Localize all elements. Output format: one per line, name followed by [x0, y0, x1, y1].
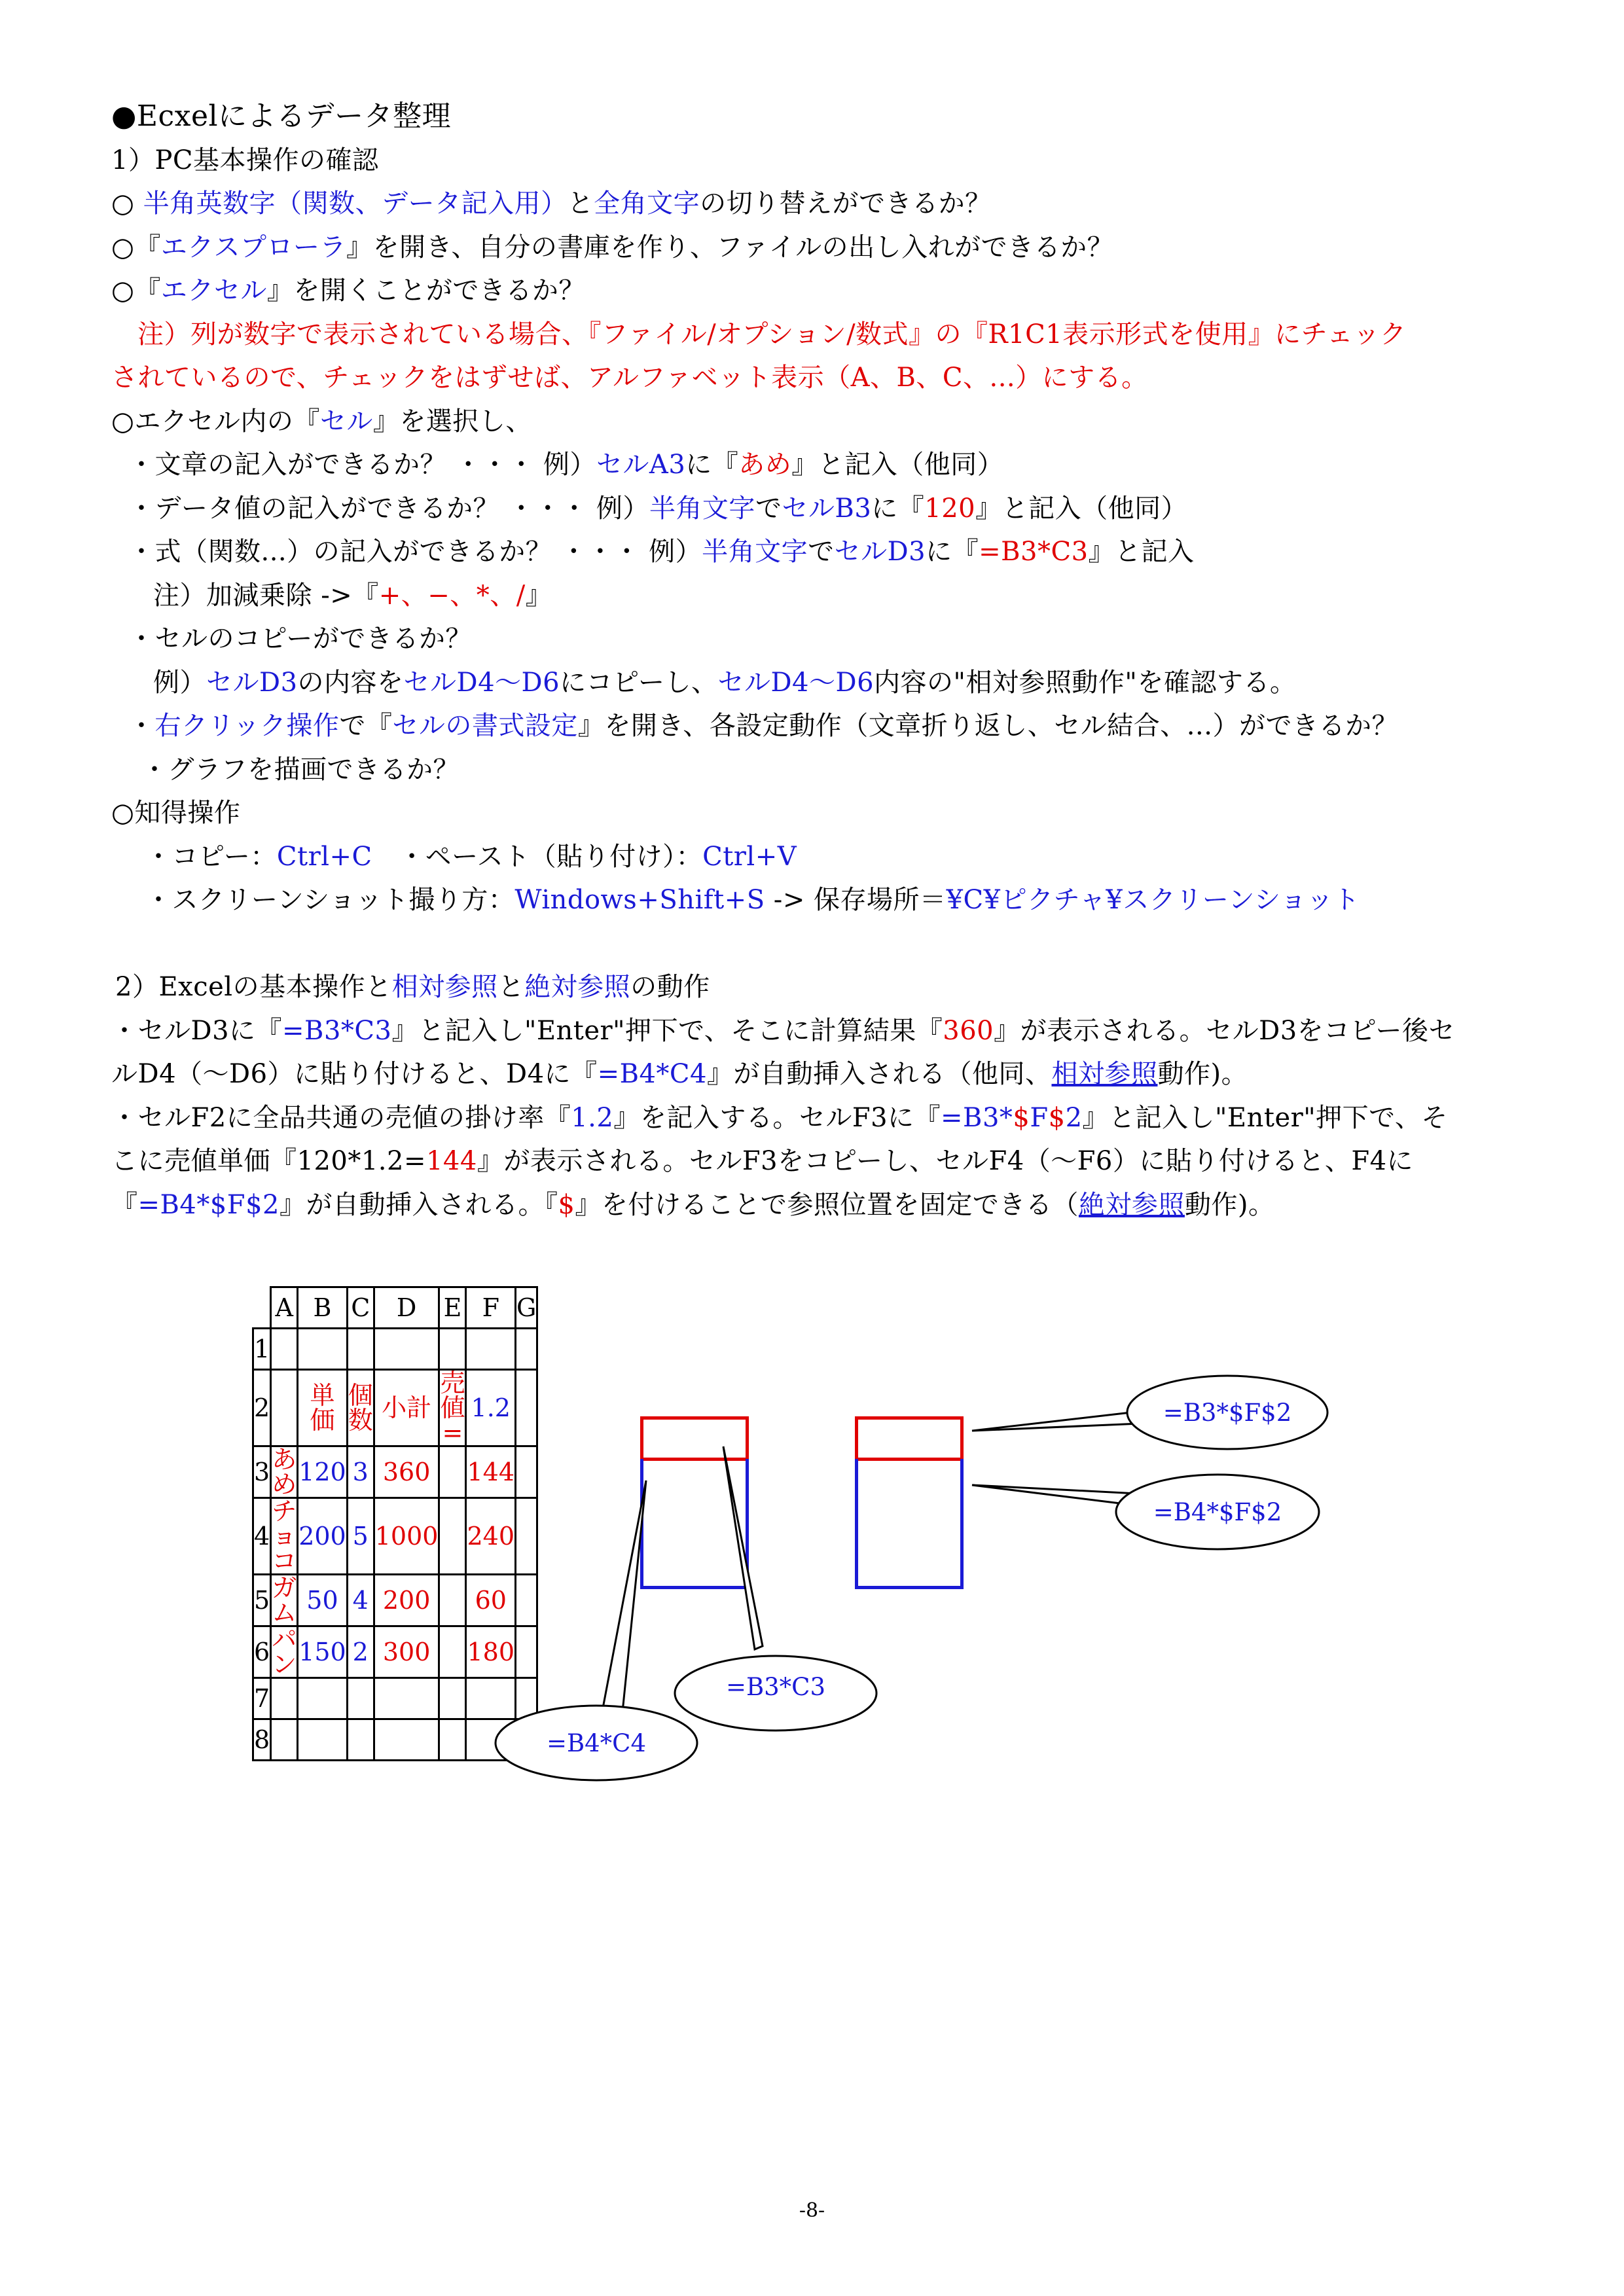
cell-c4: 5 [347, 1498, 374, 1575]
cell-b2: 単価 [298, 1370, 348, 1446]
callout-f4-text: =B4*$F$2 [1153, 1498, 1282, 1526]
link-relative-reference[interactable]: 相対参照 [1051, 1059, 1158, 1089]
note-operators: 注）加減乗除 ->『+、−、*、/』 [153, 580, 552, 611]
col-header-f: F [466, 1287, 516, 1329]
section2-heading: 2）Excelの基本操作と相対参照と絶対参照の動作 [115, 972, 710, 1002]
row-header: 1 [253, 1329, 271, 1370]
knowledge-heading: ○知得操作 [111, 798, 241, 828]
note-r1c1-line2: されているので、チェックをはずせば、アルファベット表示（A、B、C、...）にする。 [111, 363, 1148, 393]
cell-b4: 200 [298, 1498, 348, 1575]
row-header: 8 [253, 1719, 271, 1761]
cell-c3: 3 [347, 1446, 374, 1498]
cell-d5: 200 [374, 1575, 439, 1626]
callout-d4-tail [602, 1480, 646, 1718]
item-explorer: ○『エクスプローラ』を開き、自分の書庫を作り、ファイルの出し入れができるか？ [111, 232, 1114, 262]
document-body [111, 95, 1525, 1227]
para-relative-1: ・セルD3に『=B3*C3』と記入し"Enter"押下で、そこに計算結果『360』が表示される。セルD3をコピー後セ [111, 1015, 1456, 1046]
shortcut-copy-paste: ・コピー：Ctrl+C ・ペースト（貼り付け）：Ctrl+V [145, 841, 797, 872]
para-absolute-3: 『=B4*$F$2』が自動挿入される。『$』を付けることで参照位置を固定できる（絶対参照動作)。 [111, 1189, 1275, 1220]
col-header-b: B [298, 1287, 348, 1329]
shortcut-screenshot: ・スクリーンショット撮り方：Windows+Shift+S -> 保存場所＝¥C¥ピクチャ¥スクリーンショット [145, 885, 1360, 915]
col-header-e: E [439, 1287, 466, 1329]
row-header: 6 [253, 1626, 271, 1678]
col-header-c: C [347, 1287, 374, 1329]
callout-d4-text: =B4*C4 [546, 1729, 647, 1757]
row-header: 2 [253, 1370, 271, 1446]
col-header-g: G [516, 1287, 537, 1329]
cell-d2: 小計 [374, 1370, 439, 1446]
row-header: 3 [253, 1446, 271, 1498]
cell-b3: 120 [298, 1446, 348, 1498]
callout-d3-tail [723, 1446, 763, 1649]
item-select-cell: ○エクセル内の『セル』を選択し、 [111, 406, 532, 437]
page-number: -8- [799, 2199, 825, 2222]
para-absolute-1: ・セルF2に全品共通の売値の掛け率『1.2』を記入する。セルF3に『=B3*$F$2』と記入し"Enter"押下で、そ [111, 1102, 1448, 1133]
cell-f5: 60 [466, 1575, 516, 1626]
para-absolute-2: こに売値単価『120*1.2=144』が表示される。セルF3をコピーし、セルF4（〜F6）に貼り付けると、F4に [111, 1146, 1414, 1176]
row-header: 4 [253, 1498, 271, 1575]
example-cell-copy: 例）セルD3の内容をセルD4〜D6にコピーし、セルD4〜D6内容の"相対参照動作"を確認する。 [153, 667, 1297, 698]
cell-f4: 240 [466, 1498, 516, 1575]
page-title: ●Ecxelによるデータ整理 [111, 99, 452, 133]
cell-f2: 1.2 [466, 1370, 516, 1446]
cell-f3: 144 [466, 1446, 516, 1498]
bullet-value-entry: ・データ値の記入ができるか？ ・・・ 例）半角文字でセルB3に『120』と記入（他同） [128, 493, 1188, 524]
item-halfwidth: ○ 半角英数字（関数、データ記入用）と全角文字の切り替えができるか？ [111, 188, 992, 219]
cell-d4: 1000 [374, 1498, 439, 1575]
cell-a3: あめ [272, 1445, 297, 1499]
cell-a5: ガム [272, 1573, 297, 1627]
cell-a6: パン [272, 1625, 297, 1679]
bullet-graph: ・グラフを描画できるか？ [141, 754, 460, 785]
bullet-text-entry: ・文章の記入ができるか？ ・・・ 例）セルA3に『あめ』と記入（他同） [128, 450, 1004, 480]
row-header: 7 [253, 1678, 271, 1719]
row-header: 5 [253, 1575, 271, 1626]
col-header-a: A [271, 1287, 298, 1329]
callout-f3-text: =B3*$F$2 [1163, 1398, 1292, 1427]
cell-c5: 4 [347, 1575, 374, 1626]
item-excel-open: ○『エクセル』を開くことができるか？ [111, 276, 585, 306]
col-header-d: D [374, 1287, 439, 1329]
cell-d6: 300 [374, 1626, 439, 1678]
bullet-cell-copy: ・セルのコピーができるか？ [128, 624, 472, 654]
callout-d3-text: =B3*C3 [725, 1672, 826, 1701]
cell-b6: 150 [298, 1626, 348, 1678]
cell-c6: 2 [347, 1626, 374, 1678]
bullet-format-cells: ・右クリック操作で『セルの書式設定』を開き、各設定動作（文章折り返し、セル結合、...）ができるか？ [128, 711, 1398, 741]
cell-e2: 売値= [440, 1369, 465, 1447]
section1-heading: 1）PC基本操作の確認 [111, 145, 379, 175]
note-r1c1-line1: 注）列が数字で表示されている場合、『ファイル/オプション/数式』の『R1C1表示形式を使用』にチェック [137, 319, 1407, 350]
para-relative-2: ルD4（〜D6）に貼り付けると、D4に『=B4*C4』が自動挿入される（他同、相対参照動作)。 [111, 1059, 1248, 1089]
cell-a4: チョコ [272, 1497, 297, 1575]
cell-d3: 360 [374, 1446, 439, 1498]
cell-b5: 50 [298, 1575, 348, 1626]
cell-c2: 個数 [347, 1370, 374, 1446]
cell-f6: 180 [466, 1626, 516, 1678]
bullet-formula-entry: ・式（関数...）の記入ができるか？ ・・・ 例）半角文字でセルD3に『=B3*C3』と記入 [128, 537, 1195, 567]
link-absolute-reference[interactable]: 絶対参照 [1078, 1189, 1185, 1220]
